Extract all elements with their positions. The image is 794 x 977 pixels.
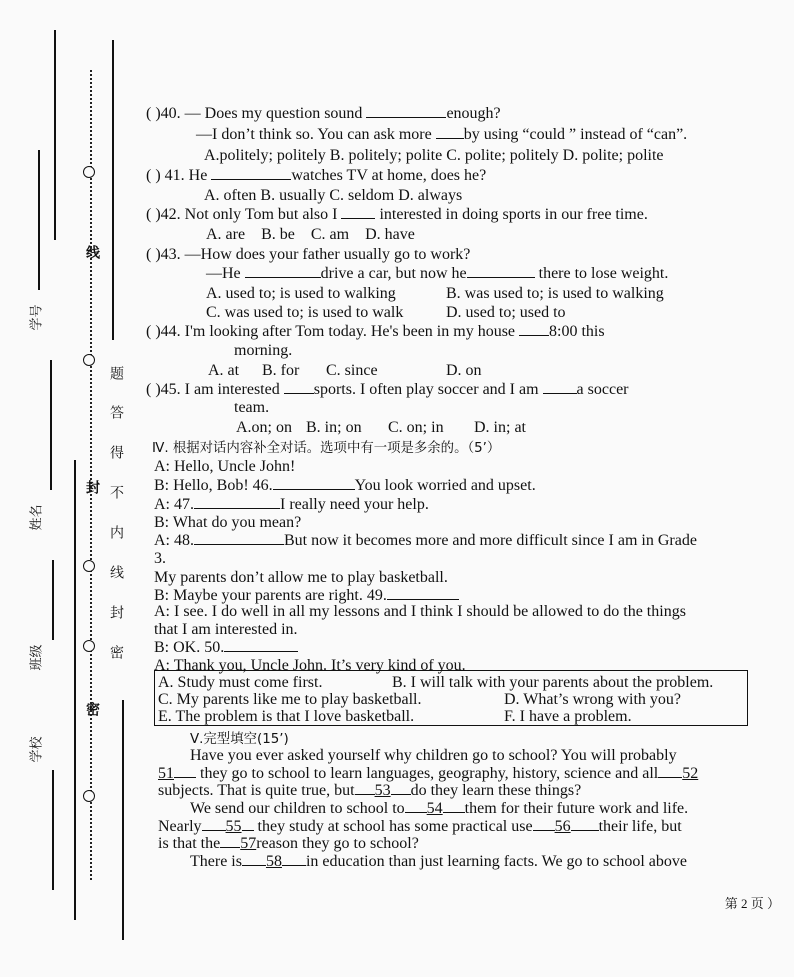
dialog-line-1: A: Hello, Uncle John! xyxy=(154,458,296,475)
q43-blank-2[interactable] xyxy=(467,265,535,278)
seal-char-feng2: 封 xyxy=(108,605,124,621)
q44-option-b: B. for xyxy=(262,362,300,379)
seal-char-xian: 线 xyxy=(84,245,100,261)
q42-number: ( )42. xyxy=(146,206,181,223)
dialog-line-7: My parents don’t allow me to play basketball. xyxy=(154,569,448,586)
q41-blank[interactable] xyxy=(211,167,291,180)
blank-47[interactable] xyxy=(194,496,280,509)
q43-stem: ( )43. —How does your father usually go to work? xyxy=(146,246,471,263)
name-line xyxy=(50,360,52,490)
cloze-line-2: 51 they go to school to learn languages, geography, history, science and all 52 xyxy=(158,765,699,782)
binding-margin xyxy=(0,0,140,977)
margin-rule-outer-lower xyxy=(122,700,124,940)
cloze-line-1: Have you ever asked yourself why children go to school? You will probably xyxy=(190,747,677,764)
dialog-line-10: that I am interested in. xyxy=(154,621,298,638)
q45-blank-2[interactable] xyxy=(543,381,577,394)
seal-char-mi: 密 xyxy=(108,645,124,661)
section4-title: Ⅳ. 根据对话内容补全对话。选项中有一项是多余的。（5’） xyxy=(152,441,501,456)
margin-rule-outer xyxy=(112,40,114,340)
dialog-line-3: A: 47. I really need your help. xyxy=(154,496,429,513)
dialog-line-9: A: I see. I do well in all my lessons and I think I should be allowed to do the things xyxy=(154,603,686,620)
student-number-line xyxy=(38,150,40,290)
binding-hole xyxy=(83,640,95,652)
school-label: 学校 xyxy=(29,736,45,763)
q40-options: A.politely; politely B. politely; polite C. polite; politely D. polite; polite xyxy=(204,147,664,164)
q40-blank-2[interactable] xyxy=(436,126,464,139)
name-label: 姓名 xyxy=(29,504,45,531)
option-e: E. The problem is that I love basketball. xyxy=(158,708,415,725)
q43-option-c: C. was used to; is used to walk xyxy=(206,304,404,321)
cloze-line-4: We send our children to school to 54 them for their future work and life. xyxy=(190,800,689,817)
blank-58[interactable]: 58 xyxy=(265,853,282,870)
binding-hole xyxy=(83,560,95,572)
dialog-line-12: A: Thank you, Uncle John. It’s very kind of you. xyxy=(154,657,466,674)
q43-reply: —He drive a car, but now he there to lose weight. xyxy=(206,265,669,282)
q42-stem: ( )42. Not only Tom but also I interested in doing sports in our free time. xyxy=(146,206,648,223)
q40-number: ( )40. xyxy=(146,105,181,122)
blank-48[interactable] xyxy=(194,532,284,545)
blank-46[interactable] xyxy=(273,477,355,490)
binding-hole xyxy=(83,354,95,366)
binding-hole xyxy=(83,790,95,802)
blank-49[interactable] xyxy=(387,587,459,600)
q44-stem: ( )44. I'm looking after Tom today. He's been in my house 8:00 this xyxy=(146,323,605,340)
seal-char-feng: 封 xyxy=(84,480,100,496)
q42-blank[interactable] xyxy=(341,206,375,219)
dialog-line-5: A: 48. But now it becomes more and more difficult since I am in Grade xyxy=(154,532,697,549)
cloze-line-5: Nearly 55 they study at school has some practical use 56 their life, but xyxy=(158,818,682,835)
q44-number: ( )44. xyxy=(146,323,181,340)
cut-line xyxy=(90,70,92,880)
blank-56[interactable]: 56 xyxy=(554,818,571,835)
margin-rule-left-lower xyxy=(74,460,76,920)
class-label: 班级 xyxy=(29,644,45,671)
q45-option-d: D. in; at xyxy=(474,419,526,436)
q44-option-d: D. on xyxy=(446,362,482,379)
blank-51[interactable]: 51 xyxy=(158,765,174,782)
q45-option-a: A.on; on xyxy=(236,419,292,436)
q40-stem: ( )40. — Does my question sound enough? xyxy=(146,105,501,122)
seal-char-nei: 内 xyxy=(108,525,124,541)
q44-blank[interactable] xyxy=(519,323,549,336)
option-a: A. Study must come first. xyxy=(158,674,323,691)
seal-char-bu: 不 xyxy=(108,485,124,501)
seal-char-xian2: 线 xyxy=(108,565,124,581)
q40-blank-1[interactable] xyxy=(366,105,446,118)
q42-options: A. are B. be C. am D. have xyxy=(206,226,415,243)
dialog-line-4: B: What do you mean? xyxy=(154,514,302,531)
dialog-line-2: B: Hello, Bob! 46. You look worried and upset. xyxy=(154,477,536,494)
blank-54[interactable]: 54 xyxy=(426,800,443,817)
q44-option-a: A. at xyxy=(208,362,240,379)
q45-option-c: C. on; in xyxy=(388,419,444,436)
q45-stem-cont: team. xyxy=(234,399,270,416)
dialog-line-11: B: OK. 50. xyxy=(154,639,298,657)
cloze-line-3: subjects. That is quite true, but 53 do they learn these things? xyxy=(158,782,582,799)
q43-option-b: B. was used to; is used to walking xyxy=(446,285,664,302)
q45-number: ( )45. xyxy=(146,381,181,398)
seal-char-de: 得 xyxy=(108,445,124,461)
q41-stem: ( ) 41. He watches TV at home, does he? xyxy=(146,167,487,184)
school-line xyxy=(52,770,54,890)
q43-blank-1[interactable] xyxy=(245,265,321,278)
q44-option-c: C. since xyxy=(326,362,378,379)
binding-hole xyxy=(83,166,95,178)
class-line xyxy=(52,560,54,640)
dialog-line-8: B: Maybe your parents are right. 49. xyxy=(154,587,459,605)
q43-option-a: A. used to; is used to walking xyxy=(206,285,396,302)
q41-number: ( ) 41. xyxy=(146,167,185,184)
q44-stem-cont: morning. xyxy=(234,342,293,359)
blank-57[interactable]: 57 xyxy=(240,835,257,852)
section5-title: Ⅴ.完型填空(15’) xyxy=(190,732,289,747)
q45-option-b: B. in; on xyxy=(306,419,362,436)
q43-number: ( )43. xyxy=(146,246,181,263)
cloze-line-6: is that the 57reason they go to school? xyxy=(158,835,419,852)
q40-reply: —I don’t think so. You can ask more by using “could ” instead of “can”. xyxy=(196,126,688,143)
page-number: 第 2 页 ） xyxy=(724,896,780,911)
option-d: D. What’s wrong with you? xyxy=(504,691,682,708)
blank-55[interactable]: 55 xyxy=(225,818,242,835)
cloze-line-7: There is 58 in education than just learning facts. We go to school above xyxy=(190,853,687,870)
option-c: C. My parents like me to play basketball. xyxy=(158,691,422,708)
q43-option-d: D. used to; used to xyxy=(446,304,566,321)
q45-stem: ( )45. I am interested sports. I often play soccer and I am a soccer xyxy=(146,381,629,398)
q45-blank-1[interactable] xyxy=(284,381,314,394)
option-f: F. I have a problem. xyxy=(504,708,632,725)
margin-rule-left xyxy=(54,30,56,240)
seal-char-ti: 题 xyxy=(108,366,124,382)
q41-options: A. often B. usually C. seldom D. always xyxy=(204,187,463,204)
blank-52[interactable]: 52 xyxy=(682,765,699,782)
seal-char-mi-bold: 密 xyxy=(84,702,100,718)
student-number-label: 学号 xyxy=(29,304,45,331)
blank-53[interactable]: 53 xyxy=(374,782,391,799)
dialog-line-6: 3. xyxy=(154,550,166,567)
seal-char-da: 答 xyxy=(108,405,124,421)
option-b: B. I will talk with your parents about the problem. xyxy=(392,674,714,691)
blank-50[interactable] xyxy=(224,639,298,652)
